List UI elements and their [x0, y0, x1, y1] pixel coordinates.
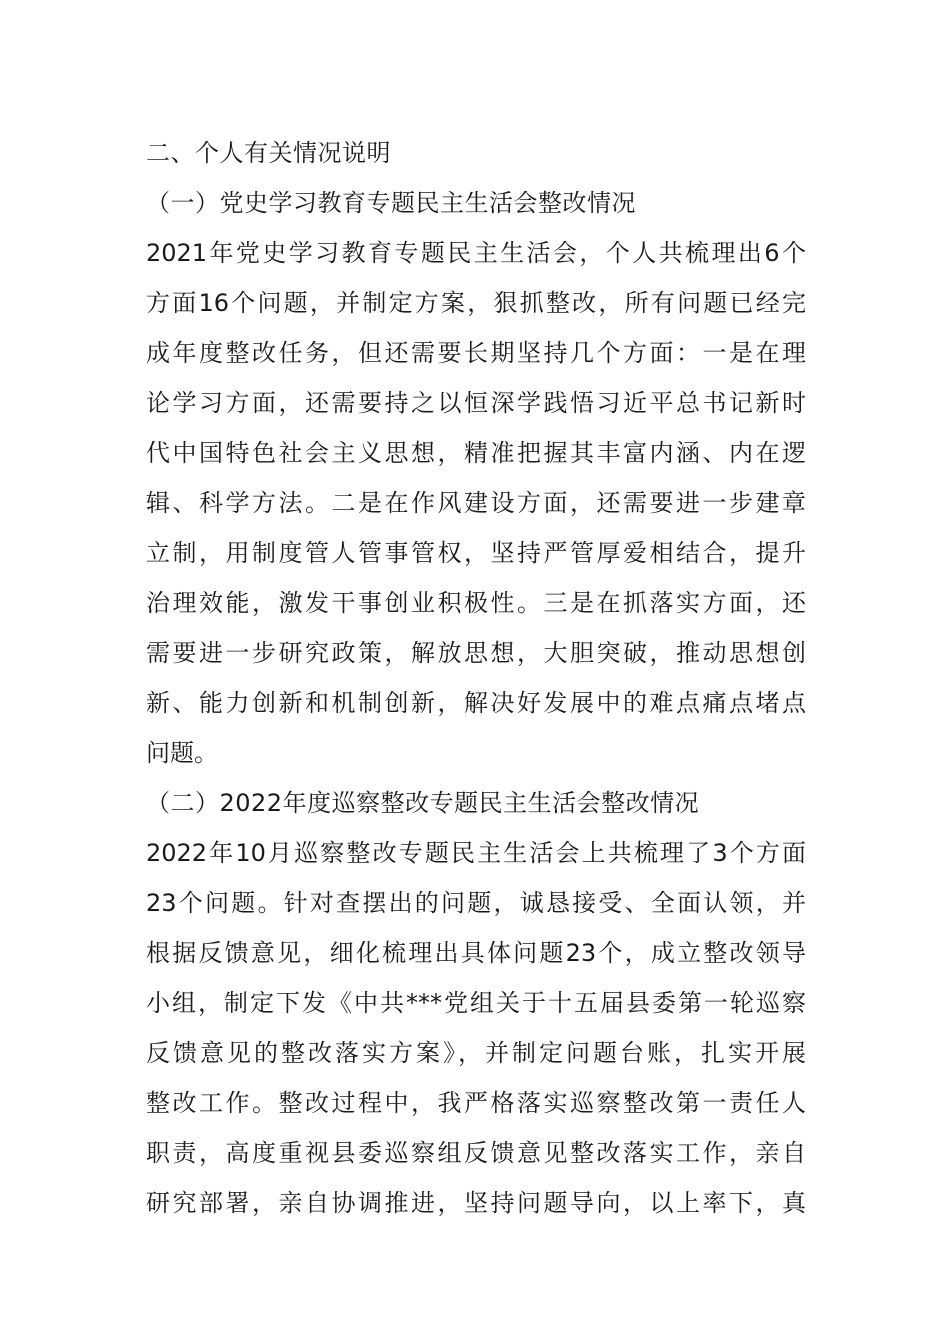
- paragraph-line: 治理效能，激发干事创业积极性。三是在抓落实方面，还: [146, 589, 806, 617]
- paragraph-line: 需要进一步研究政策，解放思想，大胆突破，推动思想创: [146, 639, 806, 667]
- subsection-2-title: （二）2022年度巡察整改专题民主生活会整改情况: [146, 789, 700, 817]
- subsection-1-paragraph: [146, 228, 806, 778]
- paragraph-line: 成年度整改任务，但还需要长期坚持几个方面：一是在理: [146, 339, 806, 367]
- paragraph-line: 根据反馈意见，细化梳理出具体问题23个，成立整改领导: [146, 939, 806, 967]
- paragraph-line: 代中国特色社会主义思想，精准把握其丰富内涵、内在逻: [146, 439, 806, 467]
- paragraph-line: 职责，高度重视县委巡察组反馈意见整改落实工作，亲自: [146, 1139, 806, 1167]
- paragraph-line: 方面16个问题，并制定方案，狠抓整改，所有问题已经完: [146, 289, 806, 317]
- paragraph-line: 辑、科学方法。二是在作风建设方面，还需要进一步建章: [146, 489, 806, 517]
- subsection-1-title: （一）党史学习教育专题民主生活会整改情况: [146, 189, 636, 217]
- paragraph-line: 论学习方面，还需要持之以恒深学践悟习近平总书记新时: [146, 389, 806, 417]
- paragraph-line: 2022年10月巡察整改专题民主生活会上共梳理了3个方面: [146, 839, 806, 867]
- paragraph-line: 2021年党史学习教育专题民主生活会，个人共梳理出6个: [146, 239, 806, 267]
- paragraph-line: 问题。: [146, 739, 218, 767]
- document-body: [146, 128, 806, 1228]
- paragraph-line: 整改工作。整改过程中，我严格落实巡察整改第一责任人: [146, 1089, 806, 1117]
- paragraph-line: 新、能力创新和机制创新，解决好发展中的难点痛点堵点: [146, 689, 806, 717]
- paragraph-line: 23个问题。针对查摆出的问题，诚恳接受、全面认领，并: [146, 889, 806, 917]
- paragraph-line: 反馈意见的整改落实方案》，并制定问题台账，扎实开展: [146, 1039, 806, 1067]
- section-title: 二、个人有关情况说明: [146, 139, 391, 167]
- paragraph-line: 研究部署，亲自协调推进，坚持问题导向，以上率下，真: [146, 1189, 806, 1217]
- paragraph-line: 小组，制定下发《中共***党组关于十五届县委第一轮巡察: [146, 989, 806, 1017]
- paragraph-line: 立制，用制度管人管事管权，坚持严管厚爱相结合，提升: [146, 539, 806, 567]
- subsection-2-paragraph: [146, 828, 806, 1228]
